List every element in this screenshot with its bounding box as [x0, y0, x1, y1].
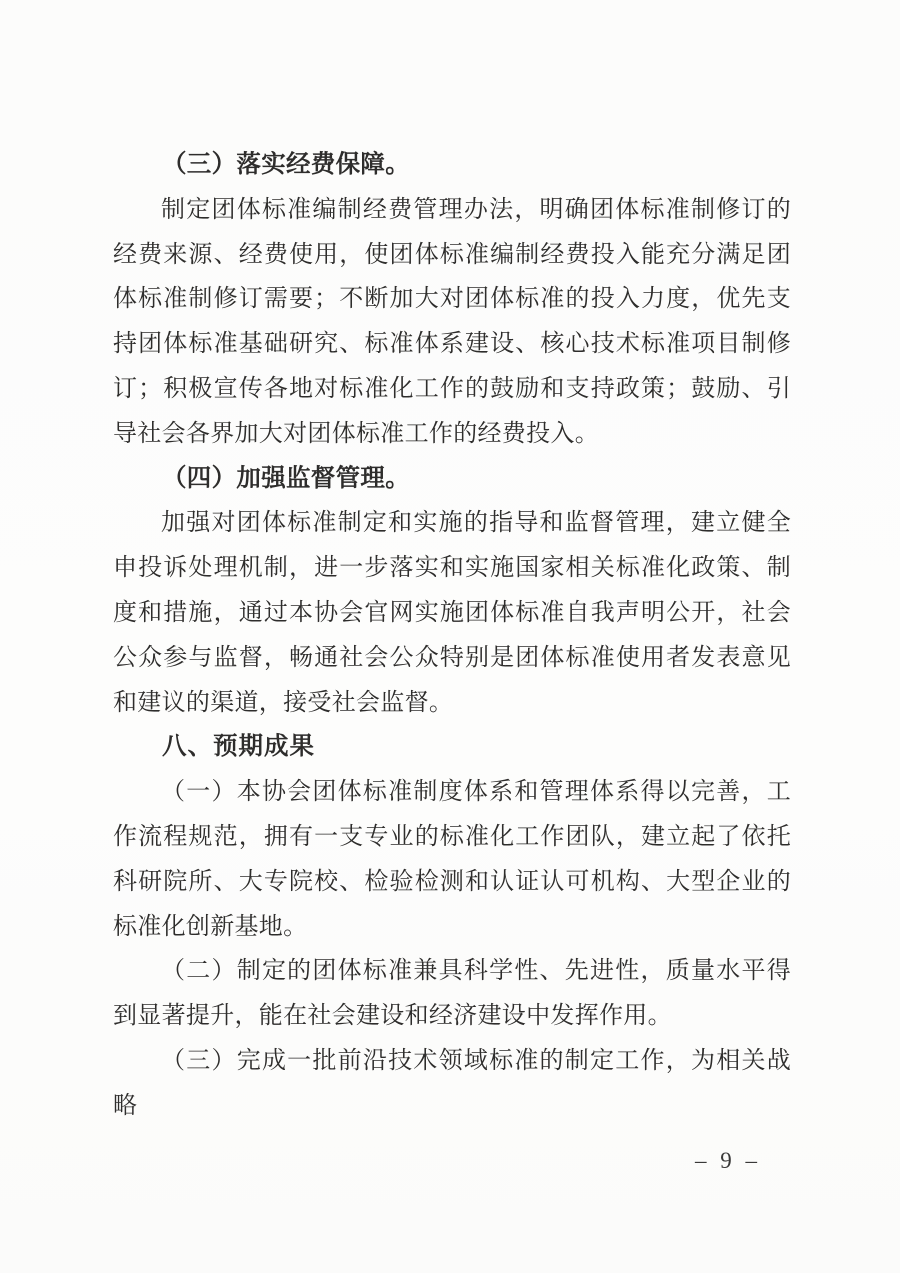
paragraph: （一）本协会团体标准制度体系和管理体系得以完善，工作流程规范，拥有一支专业的标准化工作团队，建立起了依托科研院所、大专院校、检验检测和认证认可机构、大型企业的标准化创新基地。: [113, 779, 791, 940]
paragraph: （三）完成一批前沿技术领域标准的制定工作，为相关战略: [113, 1047, 791, 1119]
section-heading-8: 八、预期成果: [162, 733, 315, 761]
subsection-heading-4: （四）加强监督管理。: [162, 464, 410, 492]
document-body: [113, 143, 791, 1129]
paragraph: 制定团体标准编制经费管理办法，明确团体标准制修订的经费来源、经费使用，使团体标准编制经费投入能充分满足团体标准制修订需要；不断加大对团体标准的投入力度，优先支持团体标准基础研究、标准体系建设、核心技术标准项目制修订；积极宣传各地对标准化工作的鼓励和支持政策；鼓励、引导社会各界加大对团体标准工作的经费投入。: [113, 196, 791, 447]
paragraph: （二）制定的团体标准兼具科学性、先进性，质量水平得到显著提升，能在社会建设和经济建设中发挥作用。: [113, 958, 791, 1030]
page-number: – 9 –: [695, 1148, 761, 1173]
paragraph: 加强对团体标准制定和实施的指导和监督管理，建立健全申投诉处理机制，进一步落实和实施国家相关标准化政策、制度和措施，通过本协会官网实施团体标准自我声明公开，社会公众参与监督，畅通社会公众特别是团体标准使用者发表意见和建议的渠道，接受社会监督。: [113, 510, 791, 716]
subsection-heading-3: （三）落实经费保障。: [162, 151, 410, 178]
